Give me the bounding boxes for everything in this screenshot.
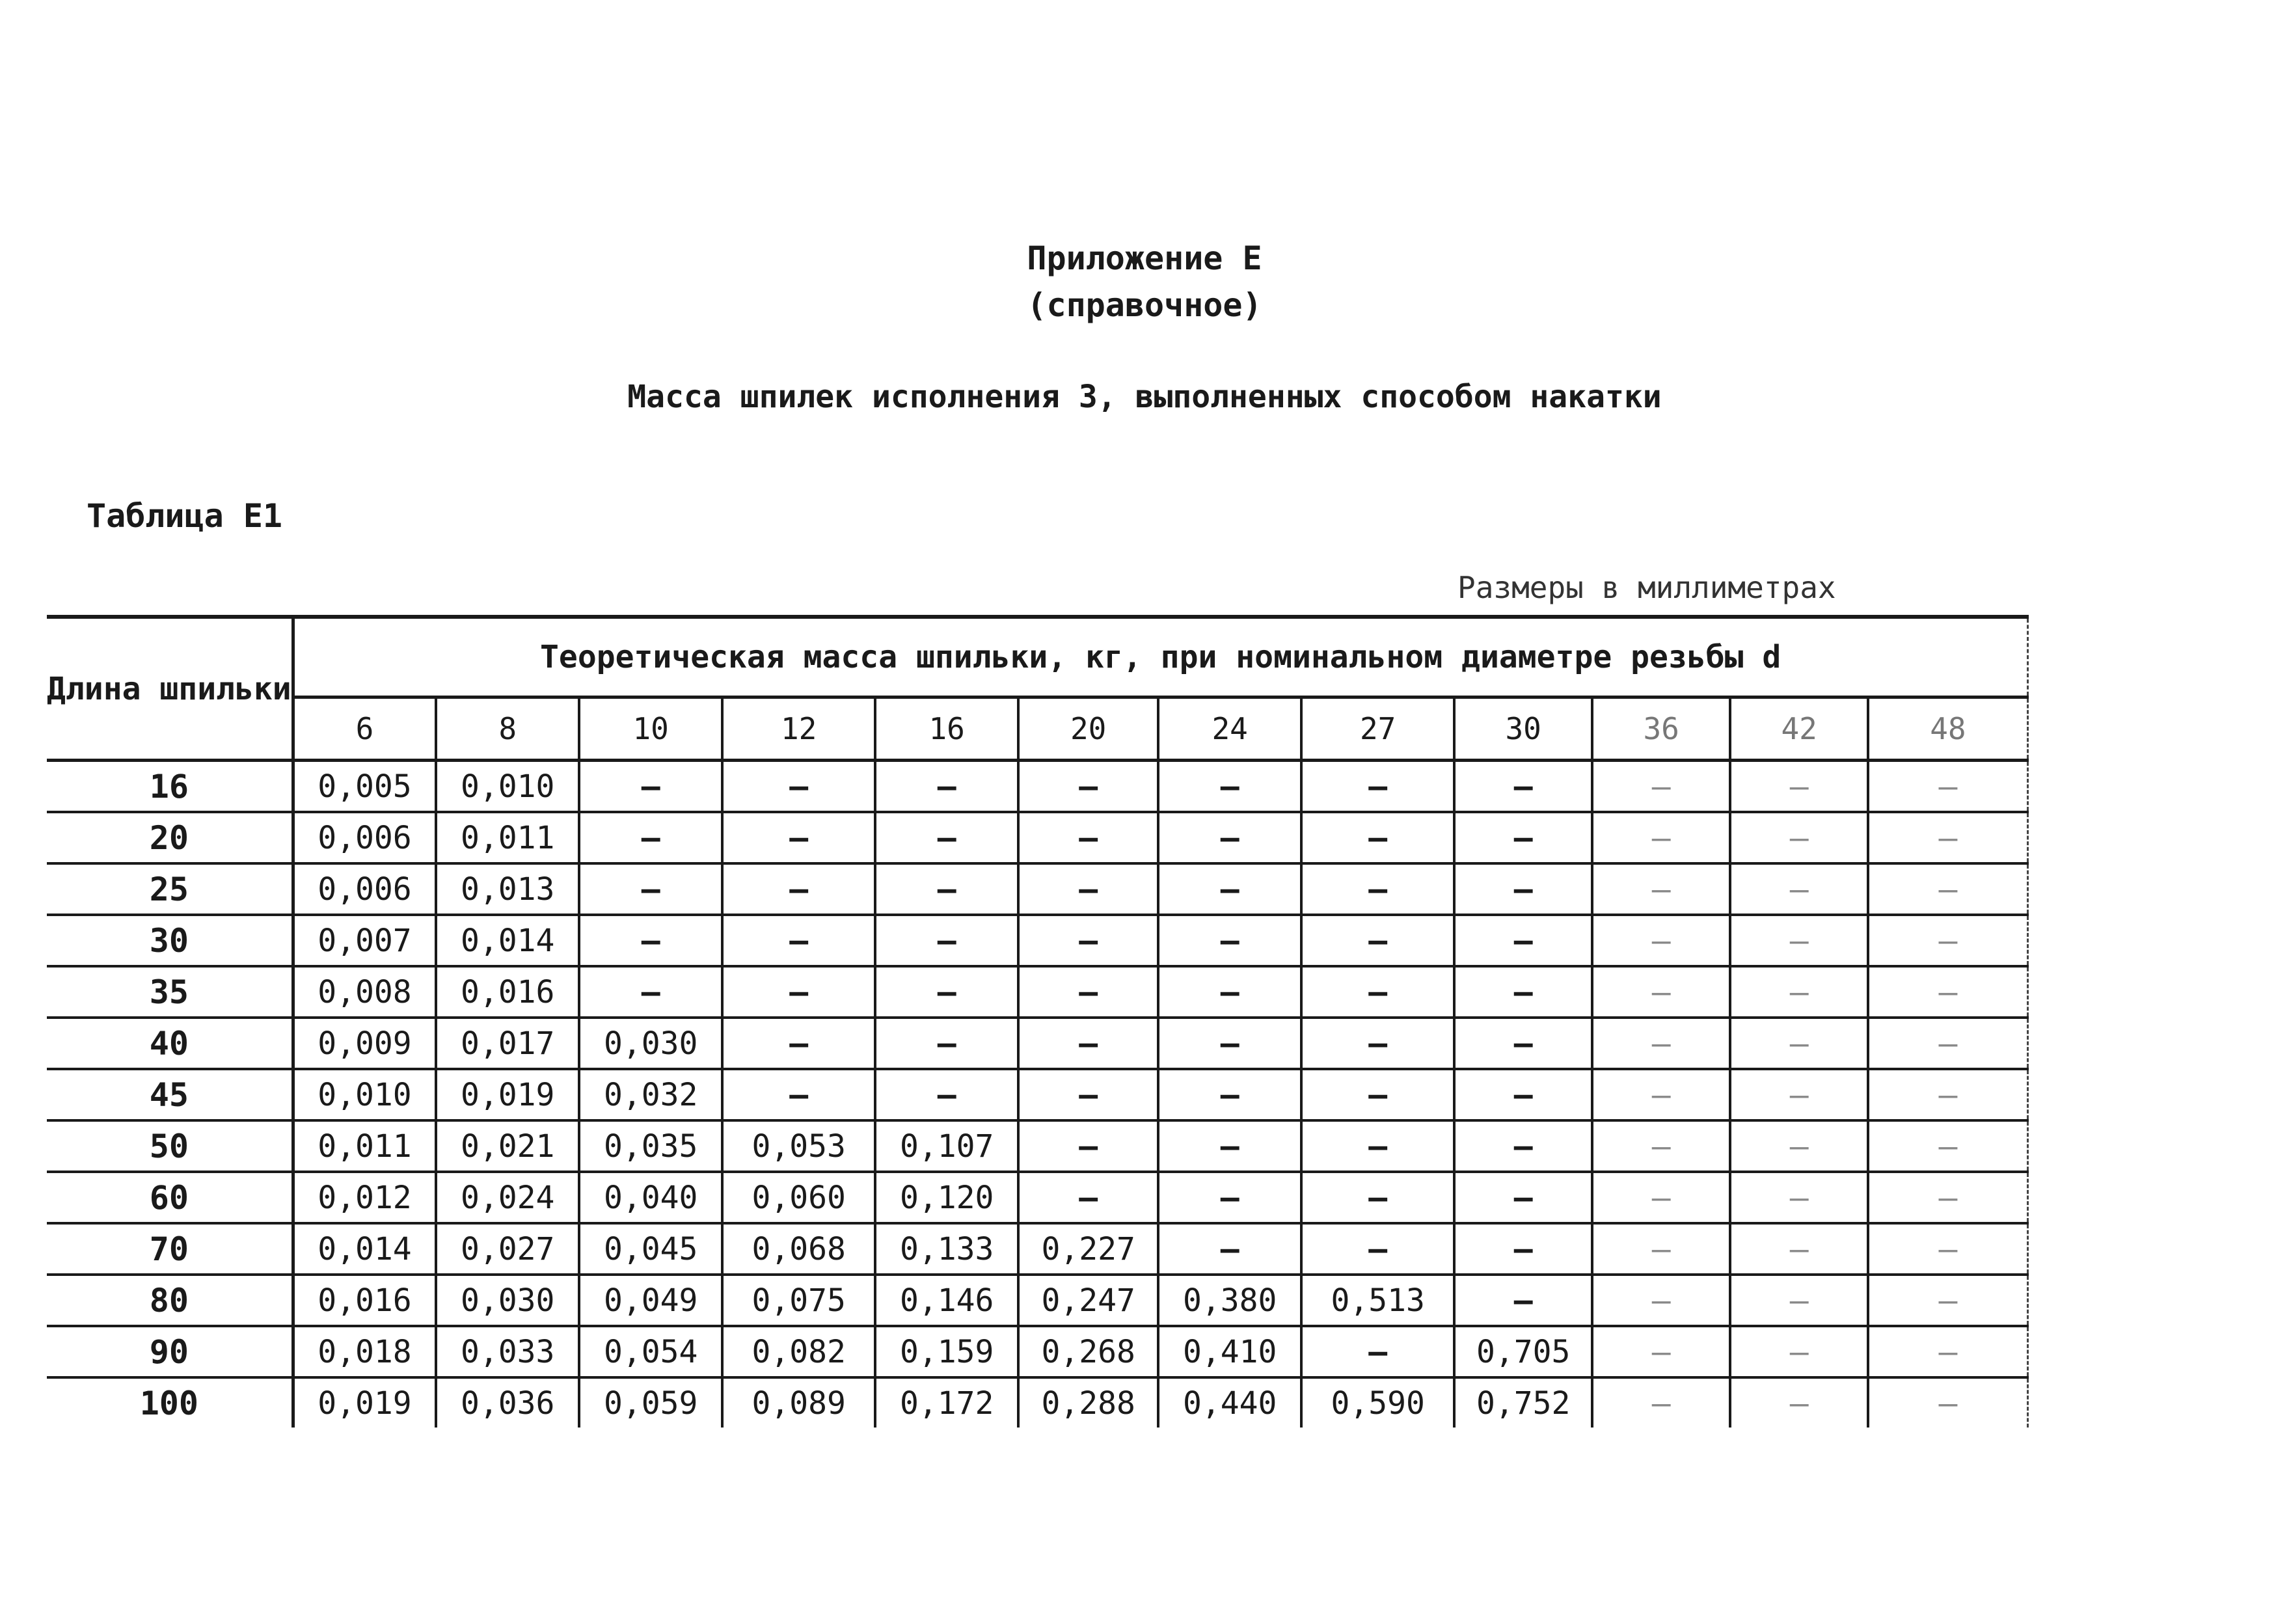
diameter-header: 12 bbox=[722, 697, 875, 761]
mass-cell: – bbox=[1868, 915, 2027, 966]
mass-cell: – bbox=[1018, 761, 1158, 813]
mass-cell: – bbox=[1158, 761, 1301, 813]
mass-cell: 0,018 bbox=[293, 1326, 436, 1377]
mass-cell: – bbox=[579, 915, 722, 966]
mass-cell: – bbox=[1868, 863, 2027, 915]
mass-cell: – bbox=[1301, 863, 1454, 915]
mass-cell: – bbox=[1018, 1172, 1158, 1223]
mass-cell: 0,011 bbox=[293, 1120, 436, 1172]
mass-cell: – bbox=[1018, 966, 1158, 1018]
diameter-header: 30 bbox=[1454, 697, 1592, 761]
table-row bbox=[47, 1223, 2027, 1275]
mass-cell: 0,019 bbox=[293, 1377, 436, 1428]
length-cell: 25 bbox=[47, 863, 293, 915]
length-cell: 35 bbox=[47, 966, 293, 1018]
mass-cell: 0,033 bbox=[436, 1326, 579, 1377]
mass-cell: 0,590 bbox=[1301, 1377, 1454, 1428]
mass-cell: – bbox=[875, 1069, 1018, 1120]
length-cell: 40 bbox=[47, 1018, 293, 1069]
mass-cell: 0,054 bbox=[579, 1326, 722, 1377]
length-cell: 90 bbox=[47, 1326, 293, 1377]
mass-cell: 0,049 bbox=[579, 1275, 722, 1326]
table-header bbox=[47, 617, 2027, 761]
mass-cell: – bbox=[722, 915, 875, 966]
mass-cell: – bbox=[875, 761, 1018, 813]
mass-cell: – bbox=[1592, 915, 1730, 966]
mass-cell: – bbox=[1868, 1120, 2027, 1172]
mass-cell: – bbox=[875, 863, 1018, 915]
mass-cell: – bbox=[1158, 812, 1301, 863]
mass-cell: – bbox=[1454, 1069, 1592, 1120]
mass-cell: – bbox=[1301, 966, 1454, 1018]
diameter-header: 36 bbox=[1592, 697, 1730, 761]
mass-cell: 0,107 bbox=[875, 1120, 1018, 1172]
mass-cell: 0,133 bbox=[875, 1223, 1018, 1275]
mass-cell: 0,172 bbox=[875, 1377, 1018, 1428]
mass-cell: – bbox=[1158, 1120, 1301, 1172]
mass-cell: – bbox=[1301, 1326, 1454, 1377]
table-row bbox=[47, 1018, 2027, 1069]
diameter-header-row bbox=[47, 697, 2027, 761]
mass-cell: – bbox=[1454, 1172, 1592, 1223]
mass-cell: 0,013 bbox=[436, 863, 579, 915]
mass-cell: – bbox=[722, 1018, 875, 1069]
appendix-title: Приложение Е bbox=[1027, 239, 1262, 277]
table-body bbox=[47, 761, 2027, 1428]
mass-cell: – bbox=[1868, 1223, 2027, 1275]
diameter-header: 8 bbox=[436, 697, 579, 761]
mass-cell: – bbox=[1730, 1275, 1868, 1326]
mass-cell: – bbox=[1018, 1018, 1158, 1069]
mass-table bbox=[47, 615, 2029, 1428]
mass-cell: 0,008 bbox=[293, 966, 436, 1018]
mass-cell: 0,027 bbox=[436, 1223, 579, 1275]
mass-cell: – bbox=[1592, 1069, 1730, 1120]
mass-cell: – bbox=[1592, 863, 1730, 915]
table-row bbox=[47, 1069, 2027, 1120]
table-row bbox=[47, 1172, 2027, 1223]
table-row bbox=[47, 1120, 2027, 1172]
diameter-header: 6 bbox=[293, 697, 436, 761]
mass-cell: – bbox=[1301, 761, 1454, 813]
mass-cell: 0,159 bbox=[875, 1326, 1018, 1377]
length-cell: 20 bbox=[47, 812, 293, 863]
mass-cell: – bbox=[1018, 915, 1158, 966]
mass-cell: 0,288 bbox=[1018, 1377, 1158, 1428]
mass-cell: 0,014 bbox=[293, 1223, 436, 1275]
mass-cell: – bbox=[1301, 1172, 1454, 1223]
mass-cell: – bbox=[1158, 1223, 1301, 1275]
mass-cell: – bbox=[722, 1069, 875, 1120]
mass-cell: – bbox=[1592, 966, 1730, 1018]
mass-cell: – bbox=[1730, 1069, 1868, 1120]
mass-cell: – bbox=[875, 1018, 1018, 1069]
mass-cell: – bbox=[579, 812, 722, 863]
mass-cell: 0,024 bbox=[436, 1172, 579, 1223]
length-cell: 30 bbox=[47, 915, 293, 966]
mass-cell: 0,410 bbox=[1158, 1326, 1301, 1377]
length-cell: 60 bbox=[47, 1172, 293, 1223]
mass-cell: 0,752 bbox=[1454, 1377, 1592, 1428]
length-cell: 80 bbox=[47, 1275, 293, 1326]
mass-cell: – bbox=[1018, 1069, 1158, 1120]
mass-cell: 0,030 bbox=[436, 1275, 579, 1326]
mass-cell: – bbox=[1018, 812, 1158, 863]
mass-cell: 0,247 bbox=[1018, 1275, 1158, 1326]
mass-cell: 0,017 bbox=[436, 1018, 579, 1069]
mass-cell: – bbox=[1158, 1018, 1301, 1069]
mass-cell: 0,019 bbox=[436, 1069, 579, 1120]
mass-cell: 0,036 bbox=[436, 1377, 579, 1428]
mass-cell: – bbox=[1868, 1275, 2027, 1326]
table-row bbox=[47, 1377, 2027, 1428]
mass-cell: – bbox=[579, 966, 722, 1018]
mass-cell: 0,032 bbox=[579, 1069, 722, 1120]
table-row bbox=[47, 761, 2027, 813]
length-cell: 70 bbox=[47, 1223, 293, 1275]
diameter-header: 24 bbox=[1158, 697, 1301, 761]
units-note: Размеры в миллиметрах bbox=[1457, 570, 1836, 605]
mass-cell: 0,146 bbox=[875, 1275, 1018, 1326]
table-row bbox=[47, 1275, 2027, 1326]
mass-cell: – bbox=[1454, 1120, 1592, 1172]
mass-cell: – bbox=[1730, 1018, 1868, 1069]
mass-cell: – bbox=[1730, 1326, 1868, 1377]
mass-cell: – bbox=[579, 761, 722, 813]
mass-cell: 0,016 bbox=[293, 1275, 436, 1326]
mass-cell: – bbox=[1158, 915, 1301, 966]
mass-cell: – bbox=[722, 812, 875, 863]
diameter-header: 10 bbox=[579, 697, 722, 761]
mass-cell: – bbox=[1454, 812, 1592, 863]
mass-cell: 0,009 bbox=[293, 1018, 436, 1069]
mass-cell: 0,053 bbox=[722, 1120, 875, 1172]
mass-cell: – bbox=[1454, 915, 1592, 966]
mass-cell: 0,082 bbox=[722, 1326, 875, 1377]
mass-cell: – bbox=[579, 863, 722, 915]
mass-cell: 0,120 bbox=[875, 1172, 1018, 1223]
mass-cell: 0,075 bbox=[722, 1275, 875, 1326]
mass-cell: – bbox=[1454, 966, 1592, 1018]
mass-cell: – bbox=[1730, 1172, 1868, 1223]
mass-cell: – bbox=[1592, 1120, 1730, 1172]
mass-cell: – bbox=[1301, 915, 1454, 966]
mass-cell: – bbox=[1454, 1275, 1592, 1326]
mass-cell: 0,006 bbox=[293, 812, 436, 863]
table-row bbox=[47, 915, 2027, 966]
mass-cell: – bbox=[1730, 1377, 1868, 1428]
mass-cell: – bbox=[1592, 812, 1730, 863]
mass-cell: 0,021 bbox=[436, 1120, 579, 1172]
length-cell: 16 bbox=[47, 761, 293, 813]
table-row bbox=[47, 863, 2027, 915]
mass-cell: – bbox=[1868, 1377, 2027, 1428]
mass-cell: – bbox=[1592, 1377, 1730, 1428]
mass-cell: 0,268 bbox=[1018, 1326, 1158, 1377]
length-cell: 100 bbox=[47, 1377, 293, 1428]
mass-cell: – bbox=[1868, 1069, 2027, 1120]
mass-column-group-header: Теоретическая масса шпильки, кг, при номинальном диаметре резьбы d bbox=[293, 617, 2027, 697]
mass-cell: 0,705 bbox=[1454, 1326, 1592, 1377]
mass-cell: – bbox=[1158, 1172, 1301, 1223]
mass-cell: – bbox=[722, 761, 875, 813]
mass-cell: – bbox=[1018, 1120, 1158, 1172]
mass-cell: 0,011 bbox=[436, 812, 579, 863]
mass-cell: – bbox=[1158, 863, 1301, 915]
mass-cell: – bbox=[1592, 1223, 1730, 1275]
mass-cell: – bbox=[1454, 1018, 1592, 1069]
table-row bbox=[47, 966, 2027, 1018]
mass-cell: – bbox=[1301, 1069, 1454, 1120]
table-row bbox=[47, 812, 2027, 863]
mass-cell: – bbox=[1301, 1120, 1454, 1172]
mass-cell: – bbox=[1592, 1326, 1730, 1377]
mass-cell: – bbox=[875, 915, 1018, 966]
mass-cell: 0,010 bbox=[436, 761, 579, 813]
mass-cell: – bbox=[875, 812, 1018, 863]
length-cell: 50 bbox=[47, 1120, 293, 1172]
mass-cell: – bbox=[1454, 1223, 1592, 1275]
mass-cell: – bbox=[1454, 863, 1592, 915]
mass-cell: – bbox=[1158, 1069, 1301, 1120]
mass-cell: – bbox=[1592, 1172, 1730, 1223]
mass-cell: 0,035 bbox=[579, 1120, 722, 1172]
appendix-subtitle: (справочное) bbox=[1027, 286, 1262, 324]
mass-cell: 0,006 bbox=[293, 863, 436, 915]
mass-cell: 0,380 bbox=[1158, 1275, 1301, 1326]
mass-cell: – bbox=[1592, 1018, 1730, 1069]
mass-cell: – bbox=[1868, 966, 2027, 1018]
mass-cell: 0,045 bbox=[579, 1223, 722, 1275]
mass-cell: – bbox=[1592, 1275, 1730, 1326]
mass-cell: – bbox=[1730, 966, 1868, 1018]
mass-cell: – bbox=[1730, 1120, 1868, 1172]
mass-cell: 0,089 bbox=[722, 1377, 875, 1428]
mass-cell: – bbox=[1868, 812, 2027, 863]
mass-cell: 0,059 bbox=[579, 1377, 722, 1428]
mass-cell: – bbox=[1868, 1172, 2027, 1223]
length-cell: 45 bbox=[47, 1069, 293, 1120]
mass-cell: 0,030 bbox=[579, 1018, 722, 1069]
mass-cell: 0,014 bbox=[436, 915, 579, 966]
mass-cell: 0,227 bbox=[1018, 1223, 1158, 1275]
mass-cell: – bbox=[1301, 1223, 1454, 1275]
mass-cell: 0,016 bbox=[436, 966, 579, 1018]
diameter-header: 48 bbox=[1868, 697, 2027, 761]
diameter-header: 16 bbox=[875, 697, 1018, 761]
mass-cell: 0,060 bbox=[722, 1172, 875, 1223]
diameter-header: 42 bbox=[1730, 697, 1868, 761]
mass-cell: – bbox=[1730, 915, 1868, 966]
mass-cell: 0,007 bbox=[293, 915, 436, 966]
mass-cell: – bbox=[1730, 1223, 1868, 1275]
mass-cell: – bbox=[1730, 761, 1868, 813]
mass-cell: – bbox=[1454, 761, 1592, 813]
mass-cell: – bbox=[1301, 1018, 1454, 1069]
mass-cell: – bbox=[1730, 863, 1868, 915]
mass-cell: – bbox=[1592, 761, 1730, 813]
length-column-header: Длина шпильки bbox=[47, 617, 293, 761]
mass-cell: – bbox=[875, 966, 1018, 1018]
diameter-header: 20 bbox=[1018, 697, 1158, 761]
mass-cell: – bbox=[1868, 761, 2027, 813]
mass-cell: – bbox=[722, 966, 875, 1018]
mass-cell: 0,068 bbox=[722, 1223, 875, 1275]
mass-cell: – bbox=[1730, 812, 1868, 863]
diameter-header: 27 bbox=[1301, 697, 1454, 761]
mass-cell: 0,012 bbox=[293, 1172, 436, 1223]
mass-cell: 0,040 bbox=[579, 1172, 722, 1223]
mass-cell: 0,010 bbox=[293, 1069, 436, 1120]
mass-cell: – bbox=[1018, 863, 1158, 915]
mass-cell: – bbox=[1301, 812, 1454, 863]
mass-cell: – bbox=[1868, 1326, 2027, 1377]
mass-cell: – bbox=[722, 863, 875, 915]
mass-cell: 0,513 bbox=[1301, 1275, 1454, 1326]
mass-cell: – bbox=[1868, 1018, 2027, 1069]
table-label: Таблица Е1 bbox=[87, 497, 283, 535]
mass-cell: – bbox=[1158, 966, 1301, 1018]
table-row bbox=[47, 1326, 2027, 1377]
mass-cell: 0,005 bbox=[293, 761, 436, 813]
document-title: Масса шпилек исполнения 3, выполненных способом накатки bbox=[627, 379, 1662, 415]
mass-cell: 0,440 bbox=[1158, 1377, 1301, 1428]
